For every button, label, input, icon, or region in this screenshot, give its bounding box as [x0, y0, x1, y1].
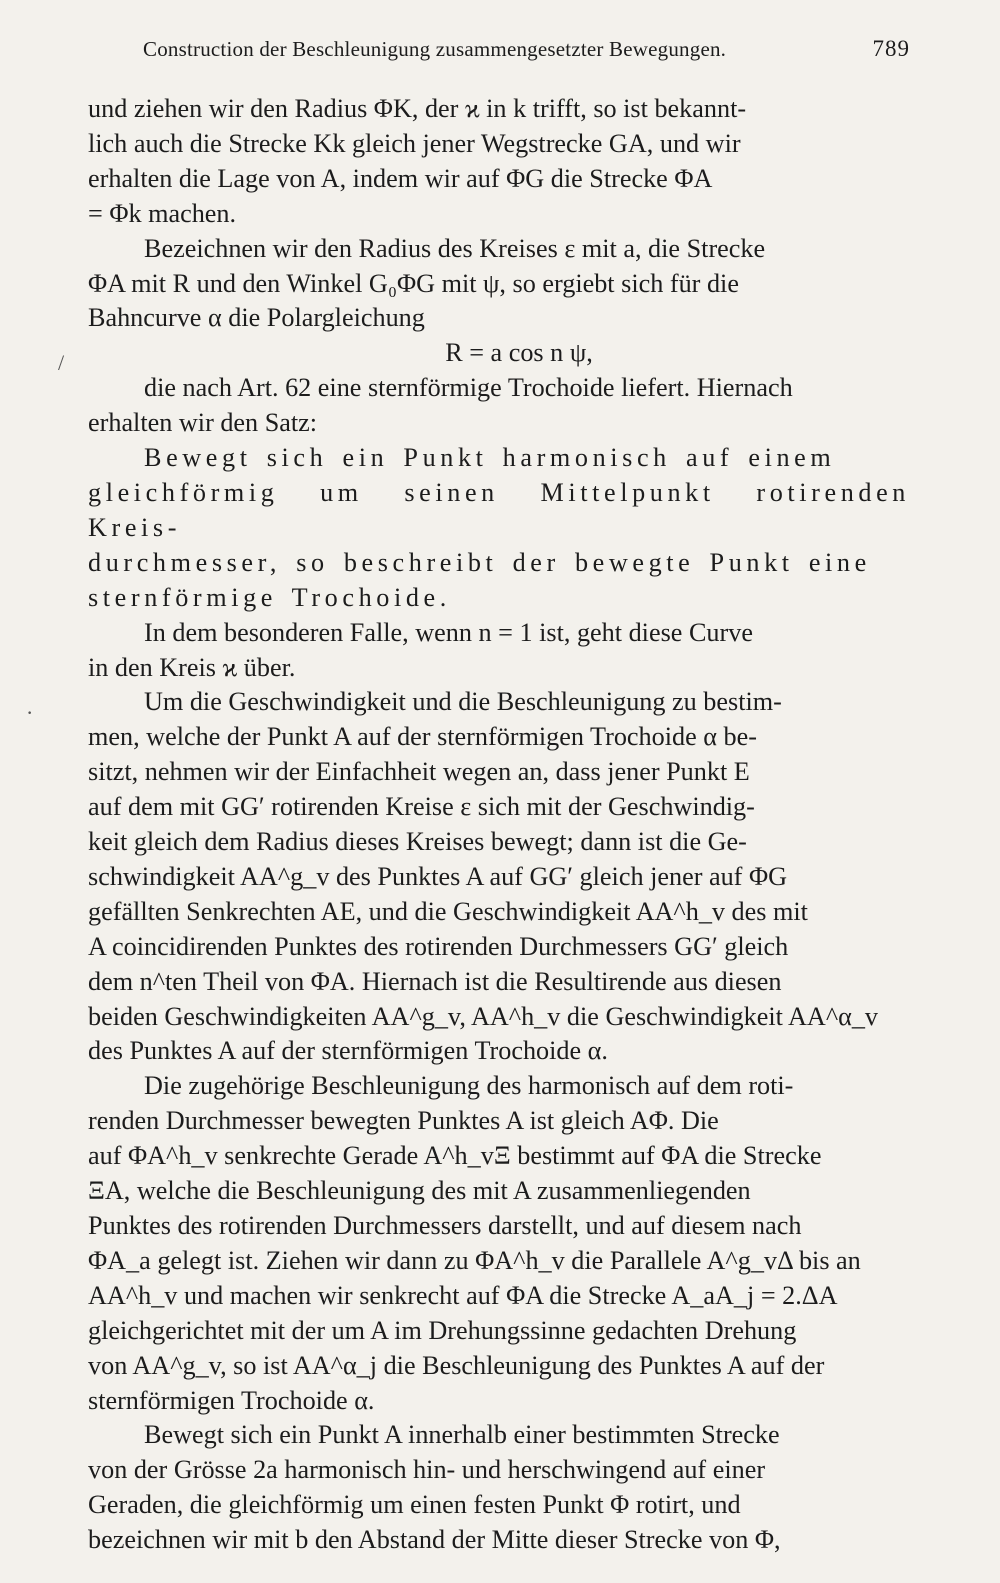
equation-text: R = a cos n ψ,	[445, 338, 593, 368]
paragraph	[88, 616, 910, 686]
margin-mark: /	[58, 350, 65, 375]
equation	[88, 336, 910, 371]
text-line: Punktes des rotirenden Durchmessers darstellt, und auf diesem nach	[88, 1211, 802, 1240]
text-line: ΦA mit R und den Winkel G₀ΦG mit ψ, so ergiebt sich für die	[88, 268, 739, 298]
text-line: und ziehen wir den Radius ΦK, der ϰ in k trifft, so ist bekannt-	[88, 94, 747, 123]
paragraph	[88, 371, 910, 441]
page-number: 789	[872, 36, 910, 61]
main-text	[88, 92, 910, 1558]
text-line: von der Grösse 2a harmonisch hin- und herschwingend auf einer	[88, 1455, 766, 1485]
text-line: ΦA_a gelegt ist. Ziehen wir dann zu ΦA^h_v die Parallele A^g_vΔ bis an	[88, 1245, 861, 1275]
text-line: keit gleich dem Radius dieses Kreises bewegt; dann ist die Ge-	[88, 827, 747, 857]
text-line: gleichgerichtet mit der um A im Drehungssinne gedachten Drehung	[88, 1315, 797, 1345]
text-line: in den Kreis ϰ über.	[88, 652, 296, 682]
running-title: Construction der Beschleunigung zusammengesetzter Bewegungen.	[143, 37, 727, 61]
text-line: die nach Art. 62 eine sternförmige Trochoide liefert. Hiernach	[144, 373, 793, 403]
text-line: AA^h_v und machen wir senkrecht auf ΦA die Strecke A_aA_j = 2.ΔA	[88, 1280, 838, 1310]
text-line: gleichförmig um seinen Mittelpunkt rotirenden Kreis-	[88, 477, 910, 542]
text-line: Die zugehörige Beschleunigung des harmonisch auf dem roti-	[144, 1071, 794, 1101]
text-line: des Punktes A auf der sternförmigen Trochoide α.	[88, 1036, 608, 1066]
text-line: auf dem mit GG′ rotirenden Kreise ε sich mit der Geschwindig-	[88, 792, 755, 822]
text-line: durchmesser, so beschreibt der bewegte Punkt eine	[88, 547, 871, 577]
paragraph	[88, 441, 910, 616]
paragraph	[88, 232, 910, 337]
text-line: sitzt, nehmen wir der Einfachheit wegen an, dass jener Punkt E	[88, 757, 750, 787]
text-line: Geraden, die gleichförmig um einen festen Punkt Φ rotirt, und	[88, 1490, 741, 1520]
paragraph	[88, 92, 910, 232]
margin-mark: ·	[26, 700, 34, 725]
text-line: beiden Geschwindigkeiten AA^g_v, AA^h_v die Geschwindigkeit AA^α_v	[88, 1001, 879, 1031]
text-line: men, welche der Punkt A auf der sternförmigen Trochoide α be-	[88, 722, 757, 752]
text-line: In dem besonderen Falle, wenn n = 1 ist, geht diese Curve	[144, 617, 753, 647]
paragraph	[88, 685, 910, 1069]
text-line: A coincidirenden Punktes des rotirenden Durchmessers GG′ gleich	[88, 931, 789, 961]
text-line: sternförmige Trochoide.	[88, 582, 451, 612]
text-line: renden Durchmesser bewegten Punktes A ist gleich AΦ. Die	[88, 1106, 719, 1136]
text-line: lich auch die Strecke Kk gleich jener Wegstrecke GA, und wir	[88, 128, 741, 158]
text-line: = Φk machen.	[88, 198, 237, 228]
text-line: Bewegt sich ein Punkt A innerhalb einer bestimmten Strecke	[144, 1420, 780, 1450]
text-line: dem n^ten Theil von ΦA. Hiernach ist die Resultirende aus diesen	[88, 966, 782, 996]
text-line: Um die Geschwindigkeit und die Beschleunigung zu bestim-	[144, 687, 782, 717]
text-line: erhalten die Lage von A, indem wir auf ΦG die Strecke ΦA	[88, 163, 713, 193]
text-line: bezeichnen wir mit b den Abstand der Mitte dieser Strecke von Φ,	[88, 1525, 781, 1555]
text-line: von AA^g_v, so ist AA^α_j die Beschleunigung des Punktes A auf der	[88, 1350, 825, 1380]
text-line: Bewegt sich ein Punkt harmonisch auf einem	[144, 443, 836, 473]
running-header	[143, 36, 910, 62]
paragraph	[88, 1418, 910, 1558]
text-line: auf ΦA^h_v senkrechte Gerade A^h_vΞ bestimmt auf ΦA die Strecke	[88, 1141, 822, 1171]
text-line: gefällten Senkrechten AE, und die Geschwindigkeit AA^h_v des mit	[88, 896, 808, 926]
paragraph	[88, 1069, 910, 1418]
text-line: ΞA, welche die Beschleunigung des mit A zusammenliegenden	[88, 1176, 751, 1206]
text-line: schwindigkeit AA^g_v des Punktes A auf GG′ gleich jener auf ΦG	[88, 861, 788, 891]
text-line: erhalten wir den Satz:	[88, 408, 318, 438]
text-line: Bezeichnen wir den Radius des Kreises ε mit a, die Strecke	[144, 233, 766, 263]
text-line: Bahncurve α die Polargleichung	[88, 303, 425, 333]
text-line: sternförmigen Trochoide α.	[88, 1385, 375, 1415]
